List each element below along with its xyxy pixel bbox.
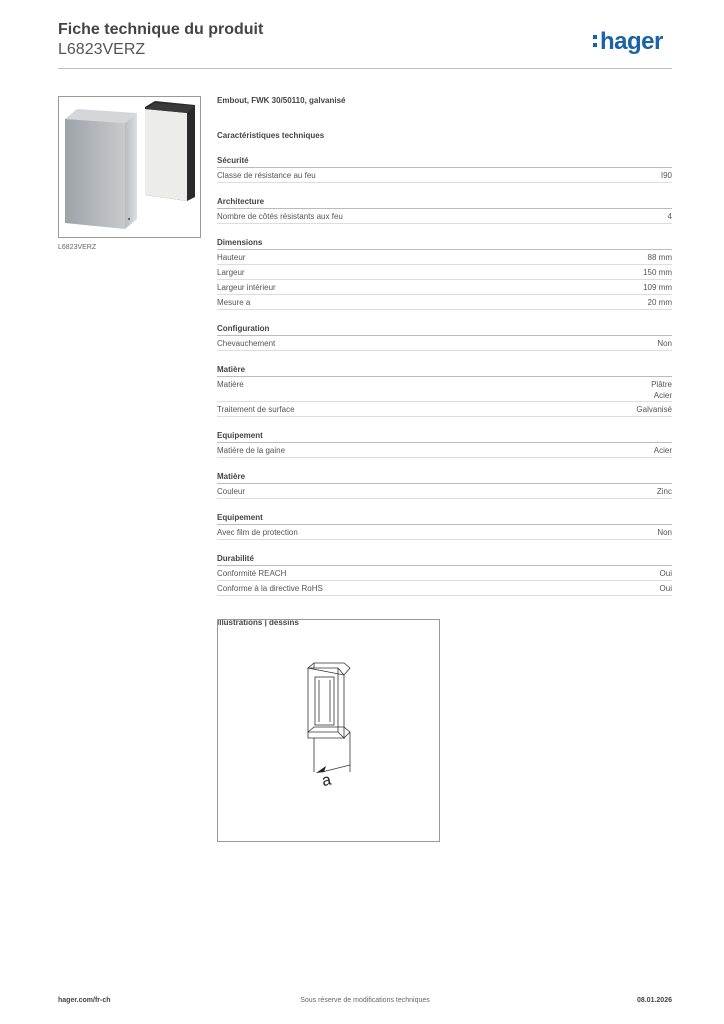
spec-section-title: Architecture: [217, 196, 672, 209]
spec-row: [217, 377, 672, 402]
spec-label: Matière de la gaine: [217, 446, 286, 455]
spec-value: [654, 445, 672, 457]
spec-value: [636, 404, 672, 416]
logo-text: hager: [600, 28, 663, 55]
spec-row: [217, 484, 672, 499]
spec-section-title: Equipement: [217, 512, 672, 525]
spec-section: [217, 430, 672, 458]
spec-value: [661, 170, 672, 182]
spec-value: [660, 583, 672, 595]
spec-row: [217, 581, 672, 596]
spec-section: [217, 155, 672, 183]
hager-logo: [593, 28, 663, 56]
spec-label: Largeur intérieur: [217, 283, 276, 292]
spec-section-title: Dimensions: [217, 237, 672, 250]
spec-row: [217, 443, 672, 458]
spec-section: [217, 237, 672, 310]
spec-row: [217, 280, 672, 295]
spec-section-title: Matière: [217, 364, 672, 377]
spec-value-line: Galvanisé: [636, 405, 672, 414]
spec-value: [657, 486, 672, 498]
spec-section: [217, 471, 672, 499]
spec-sections: [217, 155, 672, 596]
spec-section-title: Matière: [217, 471, 672, 484]
spec-row: [217, 250, 672, 265]
footer-notice: Sous réserve de modifications techniques: [300, 997, 430, 1004]
spec-value: [657, 338, 672, 350]
spec-label: Matière: [217, 380, 244, 389]
spec-section: [217, 512, 672, 540]
spec-label: Hauteur: [217, 253, 246, 262]
illustrations-heading: Illustrations | dessins: [217, 618, 299, 627]
spec-label: Couleur: [217, 487, 246, 496]
product-photo: [58, 96, 201, 238]
spec-label: Avec film de protection: [217, 528, 298, 537]
spec-label: Mesure a: [217, 298, 251, 307]
spec-value-line: Acier: [653, 446, 672, 455]
spec-label: Nombre de côtés résistants aux feu: [217, 212, 343, 221]
spec-value: [648, 297, 672, 309]
logo-dots-icon: [593, 28, 598, 47]
product-image-icon: [59, 97, 200, 237]
spec-value-line: Acier: [653, 391, 672, 400]
photo-caption: L6823VERZ: [58, 244, 97, 251]
spec-row: [217, 295, 672, 310]
spec-value: [651, 379, 672, 401]
spec-value: [657, 527, 672, 539]
spec-value-line: Plâtre: [651, 380, 672, 389]
product-name: Embout, FWK 30/50110, galvanisé: [217, 96, 346, 105]
spec-value-line: Oui: [659, 569, 672, 578]
specs-heading: Caractéristiques techniques: [217, 131, 325, 140]
product-reference: L6823VERZ: [58, 41, 146, 58]
spec-value: [668, 211, 672, 223]
technical-drawing: [217, 619, 440, 842]
spec-row: [217, 209, 672, 224]
spec-value-line: 20 mm: [647, 298, 672, 307]
spec-value-line: 109 mm: [643, 283, 672, 292]
page-title: Fiche technique du produit: [58, 21, 264, 38]
spec-panel: [217, 94, 672, 627]
dimension-label-a: a: [320, 771, 333, 791]
spec-row: [217, 168, 672, 183]
spec-label: Largeur: [217, 268, 245, 277]
spec-value: [643, 282, 672, 294]
spec-row: [217, 402, 672, 417]
spec-section: [217, 553, 672, 596]
spec-value: [648, 252, 672, 264]
spec-value: [660, 568, 672, 580]
spec-label: Classe de résistance au feu: [217, 171, 316, 180]
spec-value-line: 88 mm: [647, 253, 672, 262]
spec-section: [217, 323, 672, 351]
footer-website: hager.com/fr-ch: [58, 997, 111, 1004]
spec-label: Traitement de surface: [217, 405, 295, 414]
spec-label: Conforme à la directive RoHS: [217, 584, 323, 593]
spec-value: [643, 267, 672, 279]
spec-label: Chevauchement: [217, 339, 276, 348]
spec-section: [217, 196, 672, 224]
spec-value-line: Zinc: [656, 487, 672, 496]
spec-section: [217, 364, 672, 417]
spec-row: [217, 336, 672, 351]
spec-row: [217, 566, 672, 581]
spec-section-title: Durabilité: [217, 553, 672, 566]
spec-row: [217, 525, 672, 540]
footer-date: 08.01.2026: [636, 997, 672, 1004]
spec-value-line: 4: [667, 212, 672, 221]
spec-section-title: Sécurité: [217, 155, 672, 168]
spec-section-title: Equipement: [217, 430, 672, 443]
header-divider: [58, 68, 672, 69]
drawing-icon: [218, 620, 439, 841]
document-header: [58, 20, 263, 60]
spec-value-line: 150 mm: [643, 268, 672, 277]
spec-section-title: Configuration: [217, 323, 672, 336]
spec-value-line: I90: [660, 171, 672, 180]
spec-value-line: Non: [657, 528, 672, 537]
spec-value-line: Oui: [659, 584, 672, 593]
spec-label: Conformité REACH: [217, 569, 287, 578]
spec-row: [217, 265, 672, 280]
spec-value-line: Non: [657, 339, 672, 348]
